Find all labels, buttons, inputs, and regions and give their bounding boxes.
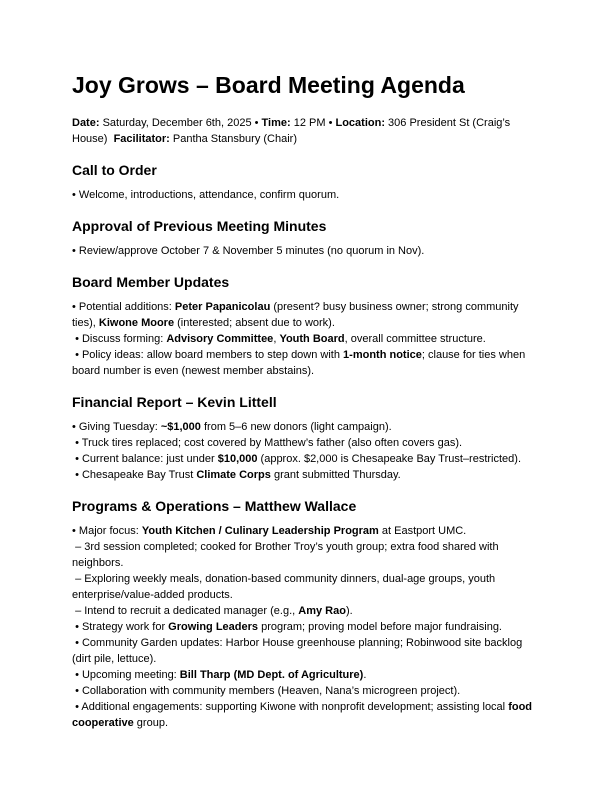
agenda-section: [72, 497, 540, 731]
text-run: • Upcoming meeting:: [72, 669, 180, 681]
text-run: grant submitted Thursday.: [270, 469, 401, 481]
agenda-item: [72, 419, 540, 435]
section-heading: Financial Report – Kevin Littell: [72, 394, 277, 410]
section-heading: Approval of Previous Meeting Minutes: [72, 218, 327, 234]
bold-text-run: Kiwone Moore: [98, 317, 175, 329]
agenda-item: [72, 467, 540, 483]
section-heading: Call to Order: [72, 162, 157, 178]
text-run: • Welcome, introductions, attendance, confirm quorum.: [72, 189, 340, 201]
text-run: • Policy ideas: allow board members to step down with: [72, 349, 344, 361]
bold-text-run: Climate Corps: [196, 469, 271, 481]
bold-text-run: Facilitator:: [113, 133, 170, 145]
agenda-item: [72, 619, 540, 635]
agenda-item: [72, 699, 540, 731]
text-run: • Current balance: just under: [72, 453, 218, 465]
bold-text-run: Peter Papanicolau: [174, 301, 271, 313]
agenda-item: [72, 523, 540, 539]
bold-text-run: Youth Kitchen / Culinary Leadership Program: [141, 525, 379, 537]
agenda-item: [72, 683, 540, 699]
agenda-item: [72, 299, 540, 331]
text-run: • Giving Tuesday:: [72, 421, 161, 433]
text-run: at Eastport UMC.: [378, 525, 467, 537]
text-run: Saturday, December 6th, 2025 •: [99, 117, 262, 129]
text-run: • Collaboration with community members (Heaven, Nana’s microgreen project).: [72, 685, 461, 697]
text-run: from 5–6 new donors (light campaign).: [200, 421, 392, 433]
agenda-item: [72, 435, 540, 451]
agenda-item: [72, 187, 540, 203]
bold-text-run: Youth Board: [279, 333, 345, 345]
text-run: , overall committee structure.: [344, 333, 486, 345]
text-run: • Chesapeake Bay Trust: [72, 469, 197, 481]
bold-text-run: $10,000: [217, 453, 258, 465]
document-title: Joy Grows – Board Meeting Agenda: [72, 72, 465, 98]
text-run: • Major focus:: [72, 525, 142, 537]
text-run: .: [363, 669, 367, 681]
text-run: • Potential additions:: [72, 301, 175, 313]
agenda-item: [72, 667, 540, 683]
bold-text-run: Bill Tharp (MD Dept. of Agriculture): [179, 669, 364, 681]
bold-text-run: Growing Leaders: [168, 621, 259, 633]
text-run: • Strategy work for: [72, 621, 169, 633]
text-run: • Discuss forming:: [72, 333, 167, 345]
agenda-section: [72, 393, 540, 483]
text-run: ,: [273, 333, 280, 345]
bold-text-run: 1-month notice: [343, 349, 422, 361]
section-heading: Programs & Operations – Matthew Wallace: [72, 498, 357, 514]
agenda-item: [72, 539, 540, 571]
agenda-item: [72, 603, 540, 619]
text-run: program; proving model before major fundraising.: [258, 621, 502, 633]
bold-text-run: Time:: [261, 117, 291, 129]
text-run: – 3rd session completed; cooked for Brother Troy’s youth group; extra food shared with neighbors.: [72, 541, 502, 569]
agenda-section: [72, 161, 540, 203]
agenda-item: [72, 571, 540, 603]
text-run: • Additional engagements: supporting Kiwone with nonprofit development; assisting local: [72, 701, 509, 713]
agenda-item: [72, 243, 540, 259]
text-run: (interested; absent due to work).: [174, 317, 335, 329]
bold-text-run: ~$1,000: [160, 421, 201, 433]
text-run: (approx. $2,000 is Chesapeake Bay Trust–restricted).: [257, 453, 522, 465]
bold-text-run: Amy Rao: [298, 605, 346, 617]
text-run: 12 PM •: [290, 117, 336, 129]
agenda-sections: [72, 161, 540, 731]
text-run: • Review/approve October 7 & November 5 minutes (no quorum in Nov).: [72, 245, 425, 257]
agenda-item: [72, 331, 540, 347]
meeting-meta-line: [72, 115, 540, 147]
agenda-item: [72, 451, 540, 467]
bold-text-run: Advisory Committee: [166, 333, 274, 345]
text-run: – Intend to recruit a dedicated manager (e.g.,: [72, 605, 299, 617]
bold-text-run: food cooperative: [72, 701, 536, 729]
agenda-item: [72, 347, 540, 379]
text-run: ; clause for ties when board number is even (newest member abstains).: [72, 349, 529, 377]
text-run: (present? busy business owner; strong community ties),: [72, 301, 522, 329]
agenda-section: [72, 217, 540, 259]
text-run: Pantha Stansbury (Chair): [169, 133, 297, 145]
section-heading: Board Member Updates: [72, 274, 230, 290]
agenda-item: [72, 635, 540, 667]
text-run: • Truck tires replaced; cost covered by Matthew’s father (also often covers gas).: [72, 437, 463, 449]
text-run: – Exploring weekly meals, donation-based community dinners, dual-age groups, youth enterprise/value-added products.: [72, 573, 499, 601]
bold-text-run: Date:: [72, 117, 100, 129]
bold-text-run: Location:: [335, 117, 385, 129]
text-run: • Community Garden updates: Harbor House greenhouse planning; Robinwood site backlog (dirt pile, lettuce).: [72, 637, 526, 665]
text-run: group.: [133, 717, 168, 729]
text-run: 306 President St (Craig’s House): [72, 117, 514, 145]
agenda-section: [72, 273, 540, 379]
text-run: ).: [345, 605, 353, 617]
